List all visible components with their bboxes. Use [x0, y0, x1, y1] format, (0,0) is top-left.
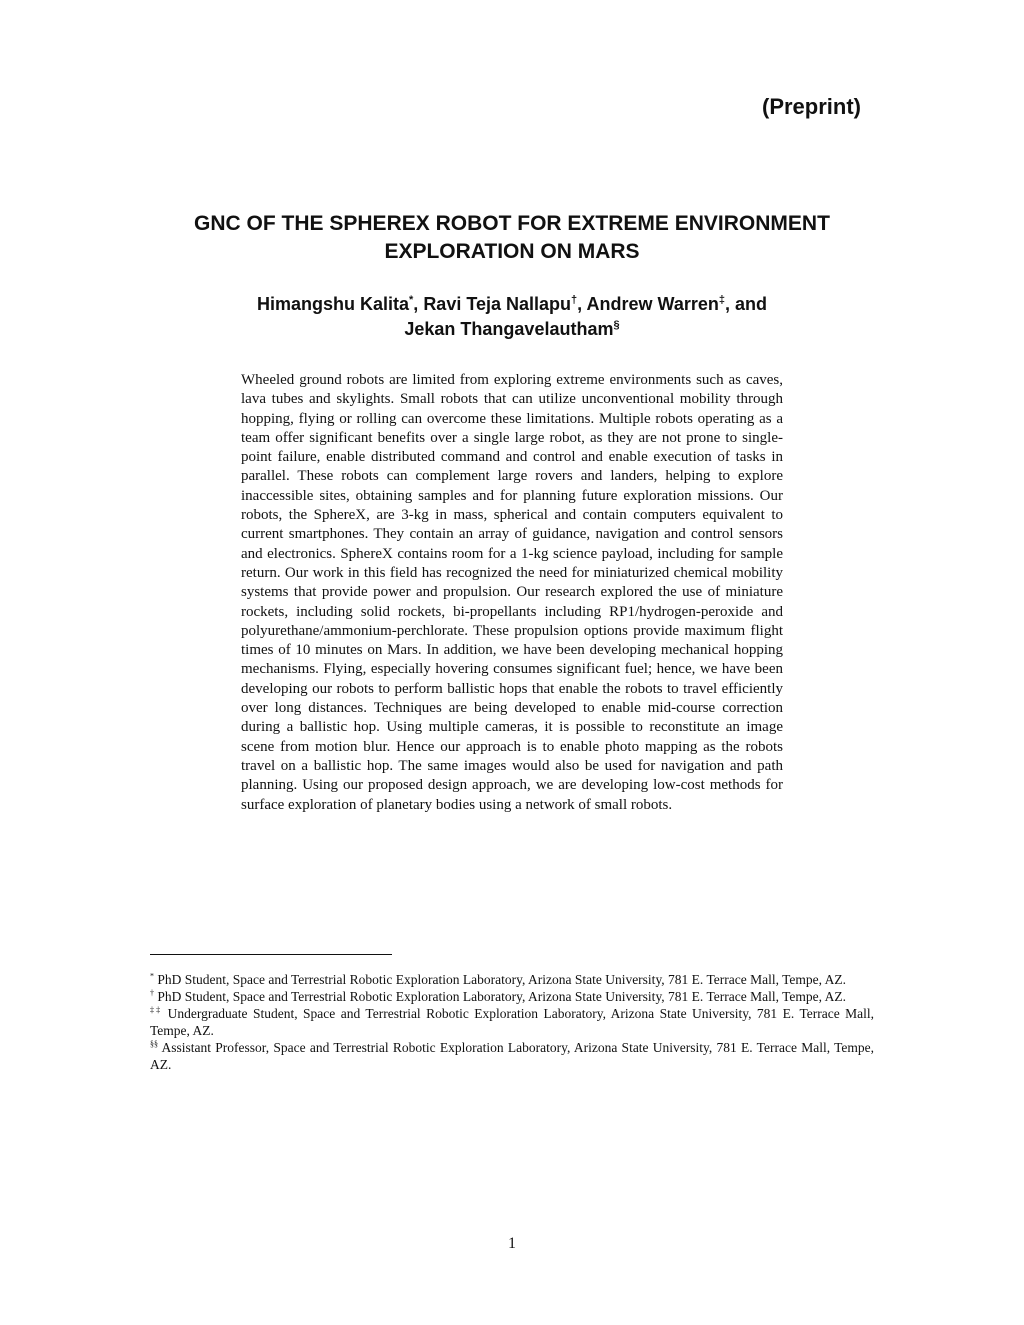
footnote-text: PhD Student, Space and Terrestrial Robotic Exploration Laboratory, Arizona State University, 781 E. Terrace Mall, Tempe, AZ.: [154, 989, 846, 1004]
author-name: Himangshu Kalita: [256, 294, 410, 314]
footnote: [150, 971, 874, 988]
paper-title-line-1: GNC OF THE SPHEREX ROBOT FOR EXTREME ENVIRONMENT: [194, 212, 830, 235]
author-footnote-mark: §: [613, 319, 620, 331]
footnote-text: PhD Student, Space and Terrestrial Robotic Exploration Laboratory, Arizona State University, 781 E. Terrace Mall, Tempe, AZ.: [154, 972, 846, 987]
footnote: [150, 988, 874, 1005]
author-separator: ,: [577, 294, 587, 314]
footnotes: [150, 971, 874, 1073]
author-footnote-mark: †: [571, 294, 578, 306]
author-line-2: [180, 317, 844, 342]
author-name: Ravi Teja Nallapu: [423, 294, 572, 314]
footnote-text: Assistant Professor, Space and Terrestrial Robotic Exploration Laboratory, Arizona State University, 781 E. Terrace Mall, Tempe, AZ.: [150, 1040, 874, 1072]
footnote-separator: [150, 954, 392, 955]
abstract: Wheeled ground robots are limited from exploring extreme environments such as caves, lava tubes and skylights. Small robots that can utilize unconventional mobility through hopping, flying or rolling can overcome these limitations. Multiple robots operating as a team offer significant benefits over a single large robot, as they are not prone to single-point failure, enable distributed command and control and enable execution of tasks in parallel. These robots can complement large rovers and landers, helping to explore inaccessible sites, obtaining samples and for planning future exploration missions. Our robots, the SphereX, are 3-kg in mass, spherical and contain computers equivalent to current smartphones. They contain an array of guidance, navigation and control sensors and electronics. SphereX contains room for a 1-kg science payload, including for sample return. Our work in this field has recognized the need for miniaturized chemical mobility systems that provide power and propulsion. Our research explored the use of miniature rockets, including solid rockets, bi-propellants including RP1/hydrogen-peroxide and polyurethane/ammonium-perchlorate. These propulsion options provide maximum flight times of 10 minutes on Mars. In addition, we have been developing mechanical hopping mechanisms. Flying, especially hovering consumes significant fuel; hence, we have been developing our robots to perform ballistic hops that enable the robots to travel efficiently over long distances. Techniques are being developed to enable mid-course correction during a ballistic hop. Using multiple cameras, it is possible to reconstitute an image scene from motion blur. Hence our approach is to enable photo mapping as the robots travel on a ballistic hop. The same images would also be used for navigation and path planning. Using our proposed design approach, we are developing low-cost methods for surface exploration of planetary bodies using a network of small robots.: [241, 372, 783, 813]
author-line-1: [180, 292, 844, 317]
author-footnote-mark: ‡: [718, 294, 725, 306]
author-name: Andrew Warren: [586, 294, 719, 314]
footnote-mark: ‡‡: [150, 1005, 163, 1015]
author-list: [180, 292, 844, 342]
page-number: 1: [508, 1235, 516, 1252]
footnote-text: Undergraduate Student, Space and Terrestrial Robotic Exploration Laboratory, Arizona State University, 781 E. Terrace Mall, Tempe, AZ.: [150, 1006, 875, 1038]
preprint-label: (Preprint): [762, 94, 861, 119]
footnote: [150, 1005, 874, 1039]
paper-title: [140, 210, 884, 266]
author-footnote-mark: *: [409, 294, 414, 306]
author-separator: ,: [413, 294, 424, 314]
author-name: Jekan Thangavelautham: [404, 319, 614, 339]
footnote-mark: †: [150, 988, 154, 998]
footnote-mark: §§: [150, 1039, 158, 1049]
paper-title-line-2: EXPLORATION ON MARS: [384, 240, 640, 263]
footnote: [150, 1039, 874, 1073]
author-separator: , and: [724, 294, 767, 314]
footnote-mark: *: [150, 971, 154, 981]
